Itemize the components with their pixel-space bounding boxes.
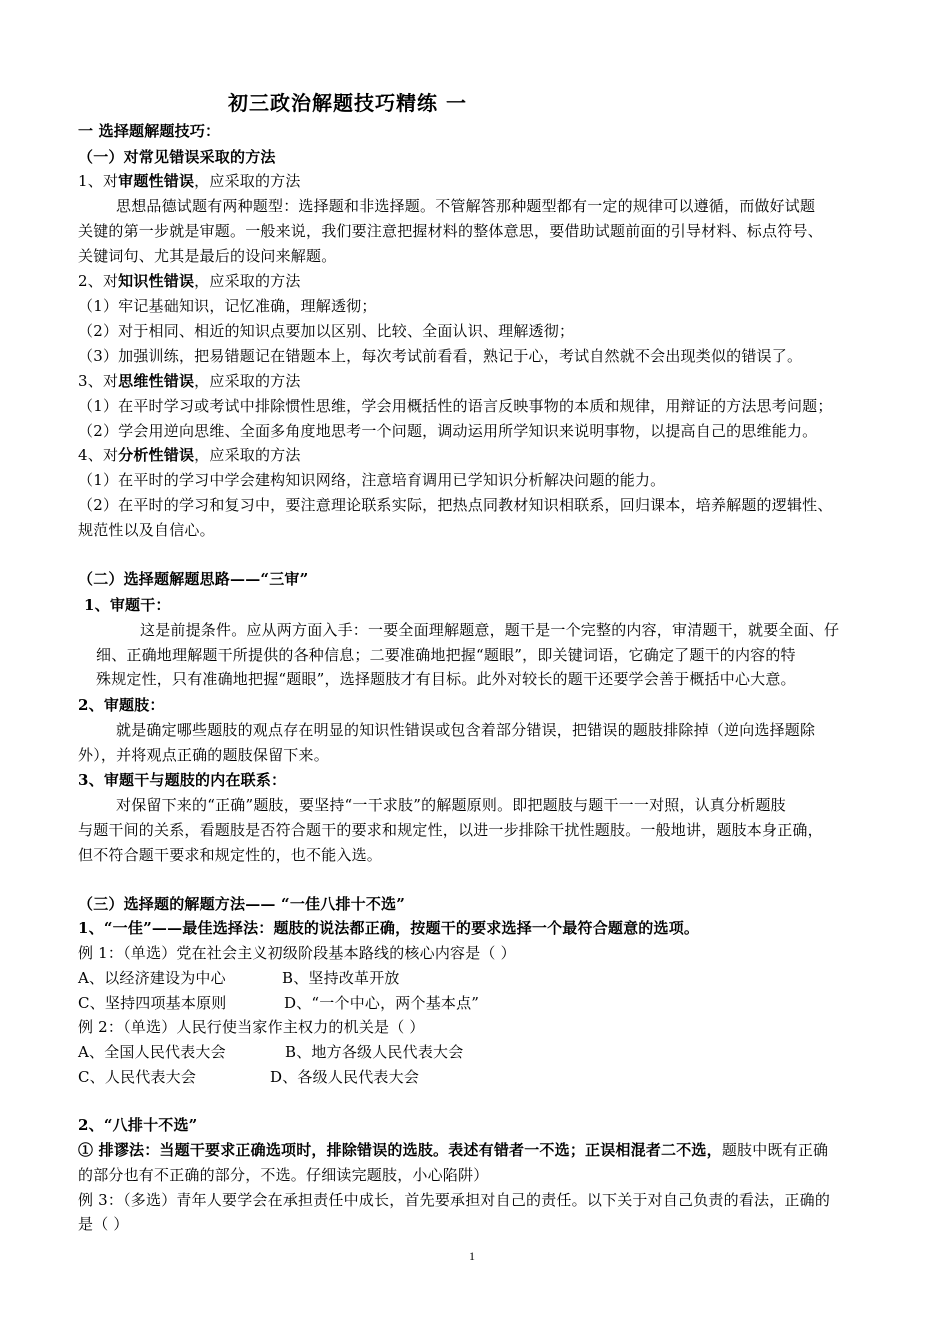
- page-number: 1: [469, 1249, 475, 1263]
- item2-line: （3）加强训练，把易错题记在错题本上，每次考试前看看，熟记于心，考试自然就不会出现类似的错误了。: [78, 347, 803, 365]
- item4-line: （2）在平时的学习和复习中，要注意理论联系实际，把热点同教材知识相联系，回归课本，培养解题的逻辑性、: [78, 496, 833, 514]
- method1: 1、“一佳”——最佳选择法：题肢的说法都正确，按题干的要求选择一个最符合题意的选项。: [78, 919, 700, 937]
- item3-line: （1）在平时学习或考试中排除惯性思维，学会用概括性的语言反映事物的本质和规律，用辩证的方法思考问题；: [78, 397, 833, 415]
- example3-question: 例 3：（多选）青年人要学会在承担责任中成长，首先要承担对自己的责任。以下关于对自己负责的看法，正确的: [78, 1191, 831, 1209]
- sec3-heading: （三）选择题的解题方法—— “一佳八排十不选”: [78, 895, 406, 913]
- method2: 2、“八排十不选”: [78, 1116, 198, 1134]
- sec2-s3-para-line: 与题干间的关系，看题肢是否符合题干的要求和规定性，以进一步排除干扰性题肢。一般地讲，题肢本身正确，: [78, 821, 823, 839]
- item4-heading: 4、对分析性错误，应采取的方法: [78, 446, 301, 464]
- sec2-s2-para-line: 外），并将观点正确的题肢保留下来。: [78, 746, 329, 764]
- example1-options-row2: C、坚持四项基本原则 D、“一个中心，两个基本点”: [78, 994, 480, 1012]
- item1-para-line: 关键词句、尤其是最后的设问来解题。: [78, 247, 337, 265]
- item2-heading: 2、对知识性错误，应采取的方法: [78, 272, 301, 290]
- sec2-heading: （二）选择题解题思路——“三审”: [78, 570, 309, 588]
- example1-question: 例 1：（单选）党在社会主义初级阶段基本路线的核心内容是（ ）: [78, 944, 516, 962]
- item4-line: 规范性以及自信心。: [78, 521, 215, 539]
- item1-para-line: 思想品德试题有两种题型：选择题和非选择题。不管解答那种题型都有一定的规律可以遵循，而做好试题: [116, 197, 816, 215]
- sec2-s1-para-line: 这是前提条件。应从两方面入手：一要全面理解题意，题干是一个完整的内容，审清题干，就要全面、仔: [140, 621, 840, 639]
- item4-line: （1）在平时的学习中学会建构知识网络，注意培育调用已学知识分析解决问题的能力。: [78, 471, 666, 489]
- rule1-line: ① 排谬法：当题干要求正确选项时，排除错误的选肢。表述有错者一不选；正误相混者二不选，题肢中既有正确: [78, 1141, 829, 1159]
- sec2-s1-para-line: 细、正确地理解题干所提供的各种信息；二要准确地把握“题眼”，即关键词语，它确定了题干的内容的特: [96, 646, 796, 664]
- item2-line: （1）牢记基础知识，记忆准确，理解透彻；: [78, 297, 377, 315]
- rule1-line: 的部分也有不正确的部分，不选。仔细读完题肢，小心陷阱）: [78, 1166, 489, 1184]
- sec2-s2-para-line: 就是确定哪些题肢的观点存在明显的知识性错误或包含着部分错误，把错误的题肢排除掉（逆向选择题除: [116, 721, 816, 739]
- example2-options-row1: A、全国人民代表大会 B、地方各级人民代表大会: [78, 1043, 464, 1061]
- sec1-heading: （一）对常见错误采取的方法: [78, 148, 276, 166]
- example2-question: 例 2：（单选）人民行使当家作主权力的机关是（ ）: [78, 1018, 425, 1036]
- item1-para-line: 关键的第一步就是审题。一般来说，我们要注意把握材料的整体意思，要借助试题前面的引导材料、标点符号、: [78, 222, 823, 240]
- sec2-s1-label: 1、审题干：: [84, 596, 171, 614]
- document-title: 初三政治解题技巧精练 一: [228, 91, 467, 115]
- sec2-s3-label: 3、审题干与题肢的内在联系：: [78, 771, 287, 789]
- item1-heading: 1、对审题性错误，应采取的方法: [78, 172, 301, 190]
- example2-options-row2: C、人民代表大会 D、各级人民代表大会: [78, 1068, 420, 1086]
- example1-options-row1: A、以经济建设为中心 B、坚持改革开放: [78, 969, 400, 987]
- sec2-s2-label: 2、审题肢：: [78, 696, 165, 714]
- sec2-s3-para-line: 但不符合题干要求和规定性的，也不能入选。: [78, 846, 383, 864]
- item3-line: （2）学会用逆向思维、全面多角度地思考一个问题，调动运用所学知识来说明事物，以提高自己的思维能力。: [78, 422, 818, 440]
- item3-heading: 3、对思维性错误，应采取的方法: [78, 372, 301, 390]
- sec2-s1-para-line: 殊规定性，只有准确地把握“题眼”，选择题肢才有目标。此外对较长的题干还要学会善于概括中心大意。: [96, 670, 796, 688]
- sec2-s3-para-line: 对保留下来的“正确”题肢，要坚持“一干求肢”的解题原则。即把题肢与题干一一对照，认真分析题肢: [116, 796, 786, 814]
- example3-question: 是（ ）: [78, 1215, 129, 1233]
- item2-line: （2）对于相同、相近的知识点要加以区别、比较、全面认识、理解透彻；: [78, 322, 575, 340]
- part1-heading: 一 选择题解题技巧：: [78, 122, 221, 140]
